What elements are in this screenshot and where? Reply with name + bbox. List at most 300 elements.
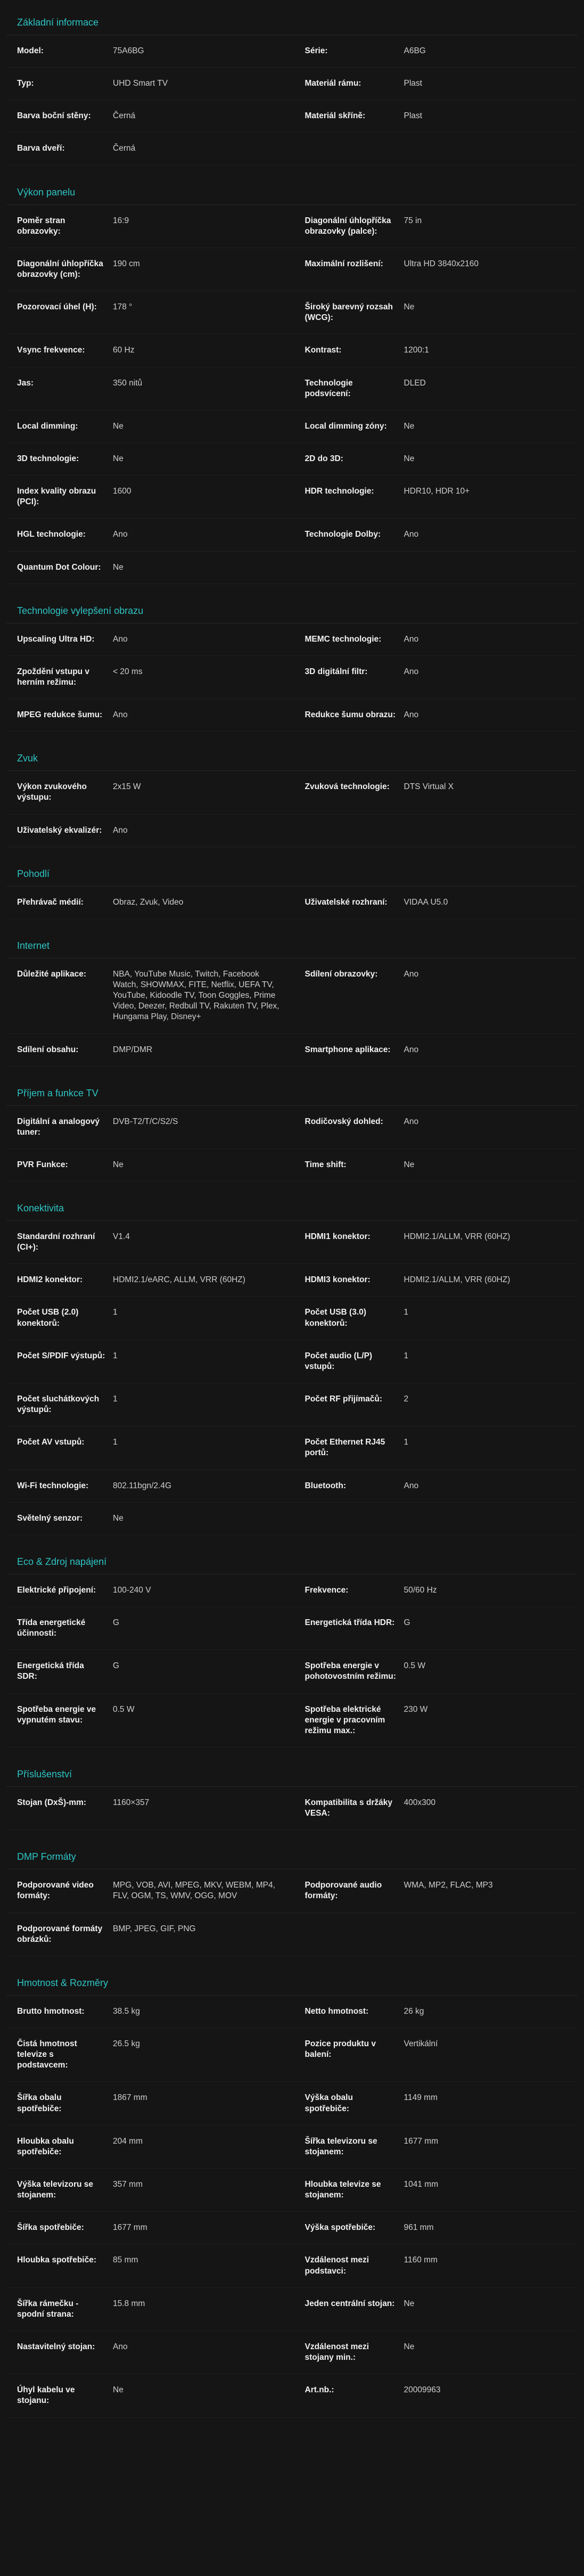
spec-value: 1 — [113, 1394, 118, 1404]
spec-label: Spotřeba elektrické energie v pracovním režimu max.: — [305, 1704, 385, 1735]
spec-label: Typ: — [17, 79, 34, 88]
spec-rows — [6, 1996, 578, 2418]
spec-label: Jeden centrální stojan: — [305, 2299, 395, 2308]
spec-label: Art.nb.: — [305, 2385, 334, 2395]
spec-value: 60 Hz — [113, 346, 135, 355]
spec-section — [6, 1082, 578, 1182]
spec-value: Ano — [113, 710, 128, 720]
spec-row — [6, 1340, 578, 1383]
spec-value: Ne — [404, 2342, 415, 2351]
spec-label: Model: — [17, 46, 44, 55]
spec-label: Energetická třída SDR: — [17, 1661, 84, 1681]
spec-item — [6, 562, 292, 573]
spec-value: Ne — [404, 302, 415, 312]
spec-label: Přehrávač médií: — [17, 897, 84, 907]
spec-value: Obraz, Zvuk, Video — [113, 897, 184, 907]
spec-value: 50/60 Hz — [404, 1585, 437, 1595]
spec-row — [6, 887, 578, 919]
spec-item — [292, 1880, 578, 1901]
spec-value: Ne — [113, 2385, 124, 2395]
spec-label: Maximální rozlišení: — [305, 259, 383, 268]
spec-label: Elektrické připojení: — [17, 1585, 96, 1595]
spec-item — [6, 1394, 292, 1415]
spec-item — [6, 667, 292, 688]
spec-item — [6, 302, 292, 323]
spec-item — [292, 2179, 578, 2201]
spec-label: Time shift: — [305, 1160, 347, 1169]
spec-value: 38.5 kg — [113, 2006, 140, 2016]
spec-item — [292, 1585, 578, 1596]
spec-label: Rodičovský dohled: — [305, 1117, 383, 1126]
spec-row — [6, 2331, 578, 2374]
spec-row — [6, 519, 578, 551]
spec-item — [6, 2222, 292, 2233]
spec-value: Ne — [113, 454, 124, 463]
spec-item — [292, 2136, 578, 2157]
section-title[interactable]: Základní informace — [6, 12, 578, 35]
spec-item — [6, 378, 292, 399]
spec-value: Ano — [113, 2342, 128, 2351]
spec-item — [6, 634, 292, 645]
spec-value: 26 kg — [404, 2006, 424, 2016]
spec-item — [6, 2342, 292, 2363]
spec-value: Ano — [404, 530, 419, 539]
section-title[interactable]: Eco & Zdroj napájení — [6, 1551, 578, 1574]
spec-item — [6, 1924, 292, 1945]
spec-label: Výška televizoru se stojanem: — [17, 2179, 94, 2200]
spec-label: Technologie Dolby: — [305, 530, 381, 539]
spec-item — [6, 111, 292, 121]
spec-item — [6, 2385, 292, 2406]
spec-value: 1149 mm — [404, 2093, 438, 2103]
spec-item — [292, 2255, 578, 2276]
spec-item — [292, 216, 578, 237]
spec-label: HDMI1 konektor: — [305, 1232, 371, 1242]
spec-label: Výkon zvukového výstupu: — [17, 782, 87, 802]
spec-value: Ne — [113, 1160, 124, 1169]
spec-label: Série: — [305, 46, 328, 55]
spec-item — [292, 1437, 578, 1458]
spec-label: Barva dveří: — [17, 144, 65, 153]
spec-value: 1867 mm — [113, 2093, 147, 2103]
spec-row — [6, 1607, 578, 1650]
spec-item — [292, 259, 578, 280]
spec-item — [6, 2006, 292, 2017]
spec-value: 1160×357 — [113, 1798, 150, 1808]
spec-label: Diagonální úhlopříčka obrazovky (palce): — [305, 216, 391, 236]
spec-label: Technologie podsvícení: — [305, 378, 353, 398]
spec-label: Úhyl kabelu ve stojanu: — [17, 2385, 75, 2406]
spec-label: Hloubka televize se stojanem: — [305, 2179, 381, 2200]
spec-label: HGL technologie: — [17, 530, 86, 539]
spec-rows — [6, 1869, 578, 1956]
spec-label: Nastavitelný stojan: — [17, 2342, 95, 2351]
spec-value: Ne — [113, 562, 124, 572]
spec-label: Podporované formáty obrázků: — [17, 1924, 103, 1944]
spec-rows — [6, 624, 578, 732]
spec-item — [6, 1618, 292, 1639]
spec-item — [6, 1661, 292, 1682]
spec-value: 1 — [113, 1308, 118, 1317]
spec-label: Kompatibilita s držáky VESA: — [305, 1798, 393, 1818]
spec-label: MPEG redukce šumu: — [17, 710, 103, 720]
spec-value: 2 — [404, 1394, 409, 1404]
spec-label: Počet audio (L/P) vstupů: — [305, 1351, 373, 1371]
spec-item — [292, 634, 578, 645]
spec-item — [292, 2222, 578, 2233]
spec-label: Třída energetické účinnosti: — [17, 1618, 86, 1638]
spec-item — [292, 1661, 578, 1682]
spec-value: 204 mm — [113, 2136, 143, 2146]
spec-item — [292, 667, 578, 688]
spec-row — [6, 334, 578, 367]
spec-value: A6BG — [404, 46, 426, 55]
spec-row — [6, 2082, 578, 2125]
spec-item — [6, 2093, 292, 2114]
spec-value: MPG, VOB, AVI, MPEG, MKV, WEBM, MP4, FLV, OGM, TS, WMV, OGG, MOV — [113, 1881, 275, 1901]
spec-label: Barva boční stěny: — [17, 111, 91, 121]
spec-section — [6, 600, 578, 732]
spec-item — [292, 1232, 578, 1253]
spec-label: Digitální a analogový tuner: — [17, 1117, 100, 1137]
spec-item — [292, 1351, 578, 1372]
spec-value: 190 cm — [113, 259, 140, 268]
spec-rows — [6, 958, 578, 1067]
spec-value: Ne — [404, 454, 415, 463]
spec-rows — [6, 35, 578, 166]
spec-value: DTS Virtual X — [404, 782, 454, 792]
spec-row — [6, 248, 578, 291]
spec-label: Upscaling Ultra HD: — [17, 634, 95, 644]
spec-item — [6, 2299, 292, 2320]
spec-row — [6, 1221, 578, 1264]
spec-item — [292, 1394, 578, 1415]
spec-item — [6, 1481, 292, 1491]
spec-item — [292, 2385, 578, 2406]
spec-row — [6, 1913, 578, 1956]
spec-item — [6, 1704, 292, 1736]
spec-rows — [6, 1221, 578, 1535]
spec-label: Index kvality obrazu (PCI): — [17, 487, 96, 507]
spec-row — [6, 771, 578, 814]
spec-item — [292, 1481, 578, 1491]
spec-label: Čistá hmotnost televize s podstavcem: — [17, 2039, 77, 2070]
spec-value: Ano — [404, 667, 419, 676]
spec-row — [6, 1383, 578, 1426]
spec-item — [6, 710, 292, 720]
spec-item — [6, 454, 292, 464]
spec-label: HDMI2 konektor: — [17, 1275, 83, 1285]
spec-label: Důležité aplikace: — [17, 969, 87, 979]
spec-value: VIDAA U5.0 — [404, 897, 448, 907]
spec-value: 75 in — [404, 216, 422, 225]
spec-label: Jas: — [17, 378, 34, 388]
section-title[interactable]: Výkon panelu — [6, 182, 578, 205]
spec-value: Ano — [404, 1481, 419, 1490]
spec-value: 178 ° — [113, 302, 133, 312]
spec-value: Ano — [113, 530, 128, 539]
spec-value: 1041 mm — [404, 2179, 439, 2189]
spec-value: DLED — [404, 378, 426, 388]
spec-item — [292, 2039, 578, 2071]
spec-value: 1 — [404, 1351, 409, 1360]
spec-value: Plast — [404, 111, 422, 121]
spec-item — [292, 1798, 578, 1819]
spec-row — [6, 2288, 578, 2331]
spec-item — [292, 2342, 578, 2363]
spec-row — [6, 1574, 578, 1607]
spec-row — [6, 1869, 578, 1913]
section-title[interactable]: DMP Formáty — [6, 1846, 578, 1869]
section-title[interactable]: Konektivita — [6, 1197, 578, 1221]
spec-label: Široký barevný rozsah (WCG): — [305, 302, 393, 323]
spec-item — [292, 2093, 578, 2114]
spec-item — [292, 46, 578, 56]
spec-value: 230 W — [404, 1704, 428, 1714]
spec-item — [6, 46, 292, 56]
spec-item — [292, 1618, 578, 1639]
section-title[interactable]: Pohodlí — [6, 863, 578, 887]
section-title[interactable]: Technologie vylepšení obrazu — [6, 600, 578, 624]
spec-row — [6, 35, 578, 68]
spec-item — [6, 825, 292, 836]
spec-row — [6, 2126, 578, 2169]
spec-value: Ultra HD 3840x2160 — [404, 259, 479, 268]
spec-value: 961 mm — [404, 2223, 434, 2233]
section-title[interactable]: Zvuk — [6, 748, 578, 771]
spec-item — [292, 782, 578, 803]
spec-rows — [6, 1106, 578, 1182]
spec-item — [6, 1880, 292, 1901]
spec-value: Ne — [113, 1513, 124, 1523]
spec-row — [6, 205, 578, 248]
spec-row — [6, 1996, 578, 2028]
spec-label: Poměr stran obrazovky: — [17, 216, 65, 236]
spec-item — [6, 897, 292, 908]
spec-item — [292, 2299, 578, 2320]
section-title[interactable]: Internet — [6, 935, 578, 958]
spec-value: 20009963 — [404, 2385, 441, 2395]
spec-label: Zvuková technologie: — [305, 782, 390, 792]
spec-row — [6, 1034, 578, 1067]
spec-label: Šířka televizoru se stojanem: — [305, 2136, 377, 2156]
spec-item — [292, 1045, 578, 1055]
spec-value: 100-240 V — [113, 1585, 151, 1595]
spec-section — [6, 1197, 578, 1535]
spec-value: 0.5 W — [113, 1704, 135, 1714]
spec-item — [6, 782, 292, 803]
spec-item — [292, 486, 578, 507]
spec-value: < 20 ms — [113, 667, 143, 676]
spec-label: Brutto hmotnost: — [17, 2006, 85, 2016]
spec-item — [6, 421, 292, 432]
spec-value: Ne — [404, 1160, 415, 1169]
spec-value: Ne — [404, 421, 415, 431]
spec-value: G — [113, 1661, 120, 1671]
spec-rows — [6, 1574, 578, 1748]
spec-row — [6, 1650, 578, 1693]
spec-item — [292, 111, 578, 121]
spec-row — [6, 2169, 578, 2212]
spec-value: Ne — [113, 421, 124, 431]
spec-value: G — [404, 1618, 410, 1628]
spec-row — [6, 68, 578, 100]
spec-row — [6, 552, 578, 584]
spec-row — [6, 1470, 578, 1503]
spec-item — [6, 78, 292, 89]
spec-item — [6, 1585, 292, 1596]
spec-label: Počet RF přijímačů: — [305, 1394, 383, 1404]
spec-value: Ano — [404, 1117, 419, 1126]
spec-value: Ano — [404, 1045, 419, 1054]
spec-label: Vzdálenost mezi podstavci: — [305, 2255, 369, 2276]
spec-label: Počet AV vstupů: — [17, 1438, 85, 1447]
spec-row — [6, 1426, 578, 1470]
spec-section — [6, 863, 578, 919]
spec-section — [6, 1551, 578, 1748]
spec-label: Spotřeba energie v pohotovostním režimu: — [305, 1661, 396, 1681]
spec-item — [6, 1351, 292, 1372]
spec-row — [6, 367, 578, 411]
spec-rows — [6, 205, 578, 584]
spec-item — [6, 216, 292, 237]
spec-item — [292, 710, 578, 720]
spec-item — [6, 1117, 292, 1138]
spec-value: 1160 mm — [404, 2255, 438, 2265]
spec-label: Standardní rozhraní (CI+): — [17, 1232, 95, 1252]
spec-label: Vsync frekvence: — [17, 346, 85, 355]
spec-label: Frekvence: — [305, 1585, 349, 1595]
spec-label: Stojan (DxŠ)-mm: — [17, 1798, 87, 1808]
spec-item — [292, 897, 578, 908]
spec-row — [6, 1106, 578, 1149]
spec-value: 26.5 kg — [113, 2039, 140, 2048]
spec-row — [6, 2374, 578, 2417]
spec-label: Materiál skříně: — [305, 111, 366, 121]
spec-item — [292, 1307, 578, 1328]
spec-item — [292, 421, 578, 432]
spec-section — [6, 935, 578, 1067]
section-title[interactable]: Příslušenství — [6, 1763, 578, 1787]
spec-label: Sdílení obsahu: — [17, 1045, 79, 1054]
spec-label: Netto hmotnost: — [305, 2006, 369, 2016]
spec-row — [6, 1297, 578, 1340]
spec-section — [6, 748, 578, 847]
spec-value: V1.4 — [113, 1232, 130, 1242]
spec-value: 2x15 W — [113, 782, 141, 792]
spec-item — [6, 143, 292, 154]
spec-label: Světelný senzor: — [17, 1513, 83, 1523]
spec-label: Diagonální úhlopříčka obrazovky (cm): — [17, 259, 103, 279]
spec-row — [6, 475, 578, 519]
spec-label: Uživatelský ekvalizér: — [17, 825, 102, 835]
spec-label: Podporované audio formáty: — [305, 1881, 382, 1901]
spec-item — [292, 1160, 578, 1170]
spec-label: 3D digitální filtr: — [305, 667, 368, 676]
spec-label: 3D technologie: — [17, 454, 79, 463]
spec-value: Ano — [113, 825, 128, 835]
spec-item — [292, 1704, 578, 1736]
spec-value: 1600 — [113, 487, 131, 496]
spec-value: 1200:1 — [404, 346, 429, 355]
spec-rows — [6, 1787, 578, 1830]
spec-section — [6, 182, 578, 584]
spec-row — [6, 656, 578, 699]
spec-item — [292, 345, 578, 356]
spec-value: HDMI2.1/ALLM, VRR (60HZ) — [404, 1275, 511, 1285]
spec-label: Počet S/PDIF výstupů: — [17, 1351, 105, 1360]
spec-label: MEMC technologie: — [305, 634, 382, 644]
spec-value: 1 — [404, 1308, 409, 1317]
spec-value: 16:9 — [113, 216, 129, 225]
spec-row — [6, 1264, 578, 1297]
spec-value: DVB-T2/T/C/S2/S — [113, 1117, 178, 1126]
spec-item — [292, 969, 578, 1023]
spec-item — [292, 1275, 578, 1285]
spec-value: HDMI2.1/ALLM, VRR (60HZ) — [404, 1232, 511, 1242]
spec-item — [6, 1232, 292, 1253]
spec-label: Local dimming zóny: — [305, 421, 387, 431]
spec-item — [6, 969, 292, 1023]
spec-value: 75A6BG — [113, 46, 144, 55]
spec-section — [6, 1972, 578, 2418]
spec-row — [6, 1149, 578, 1182]
spec-value: Černá — [113, 144, 136, 153]
section-title[interactable]: Hmotnost & Rozměry — [6, 1972, 578, 1996]
spec-label: Uživatelské rozhraní: — [305, 897, 388, 907]
spec-item — [292, 378, 578, 399]
spec-value: Ne — [404, 2299, 415, 2308]
spec-item — [292, 302, 578, 323]
spec-row — [6, 291, 578, 334]
spec-item — [6, 2179, 292, 2201]
spec-label: Spotřeba energie ve vypnutém stavu: — [17, 1704, 96, 1725]
spec-row — [6, 2212, 578, 2244]
spec-item — [6, 1160, 292, 1170]
spec-value: 1 — [404, 1438, 409, 1447]
spec-item — [6, 1275, 292, 1285]
spec-label: Materiál rámu: — [305, 79, 361, 88]
spec-value: Ano — [404, 710, 419, 720]
spec-value: BMP, JPEG, GIF, PNG — [113, 1924, 196, 1933]
spec-label: Smartphone aplikace: — [305, 1045, 391, 1054]
spec-label: Kontrast: — [305, 346, 342, 355]
spec-value: 85 mm — [113, 2255, 138, 2265]
spec-row — [6, 1503, 578, 1535]
spec-value: HDMI2.1/eARC, ALLM, VRR (60HZ) — [113, 1275, 245, 1285]
spec-row — [6, 1694, 578, 1748]
spec-item — [6, 2255, 292, 2276]
spec-value: WMA, MP2, FLAC, MP3 — [404, 1881, 493, 1890]
spec-item — [6, 1045, 292, 1055]
spec-label: Šířka rámečku - spodní strana: — [17, 2299, 79, 2319]
spec-section — [6, 1846, 578, 1956]
spec-value: 1677 mm — [113, 2223, 147, 2233]
spec-label: Hloubka obalu spotřebiče: — [17, 2136, 74, 2156]
spec-label: Sdílení obrazovky: — [305, 969, 378, 979]
spec-value: Ano — [404, 969, 419, 979]
spec-value: 0.5 W — [404, 1661, 425, 1671]
spec-label: 2D do 3D: — [305, 454, 343, 463]
spec-value: 1677 mm — [404, 2136, 439, 2146]
spec-label: HDR technologie: — [305, 487, 374, 496]
spec-label: Redukce šumu obrazu: — [305, 710, 396, 720]
spec-value: 350 nitů — [113, 378, 143, 388]
spec-value: Černá — [113, 111, 136, 121]
spec-value: Vertikální — [404, 2039, 438, 2048]
spec-item — [292, 454, 578, 464]
section-title[interactable]: Příjem a funkce TV — [6, 1082, 578, 1106]
